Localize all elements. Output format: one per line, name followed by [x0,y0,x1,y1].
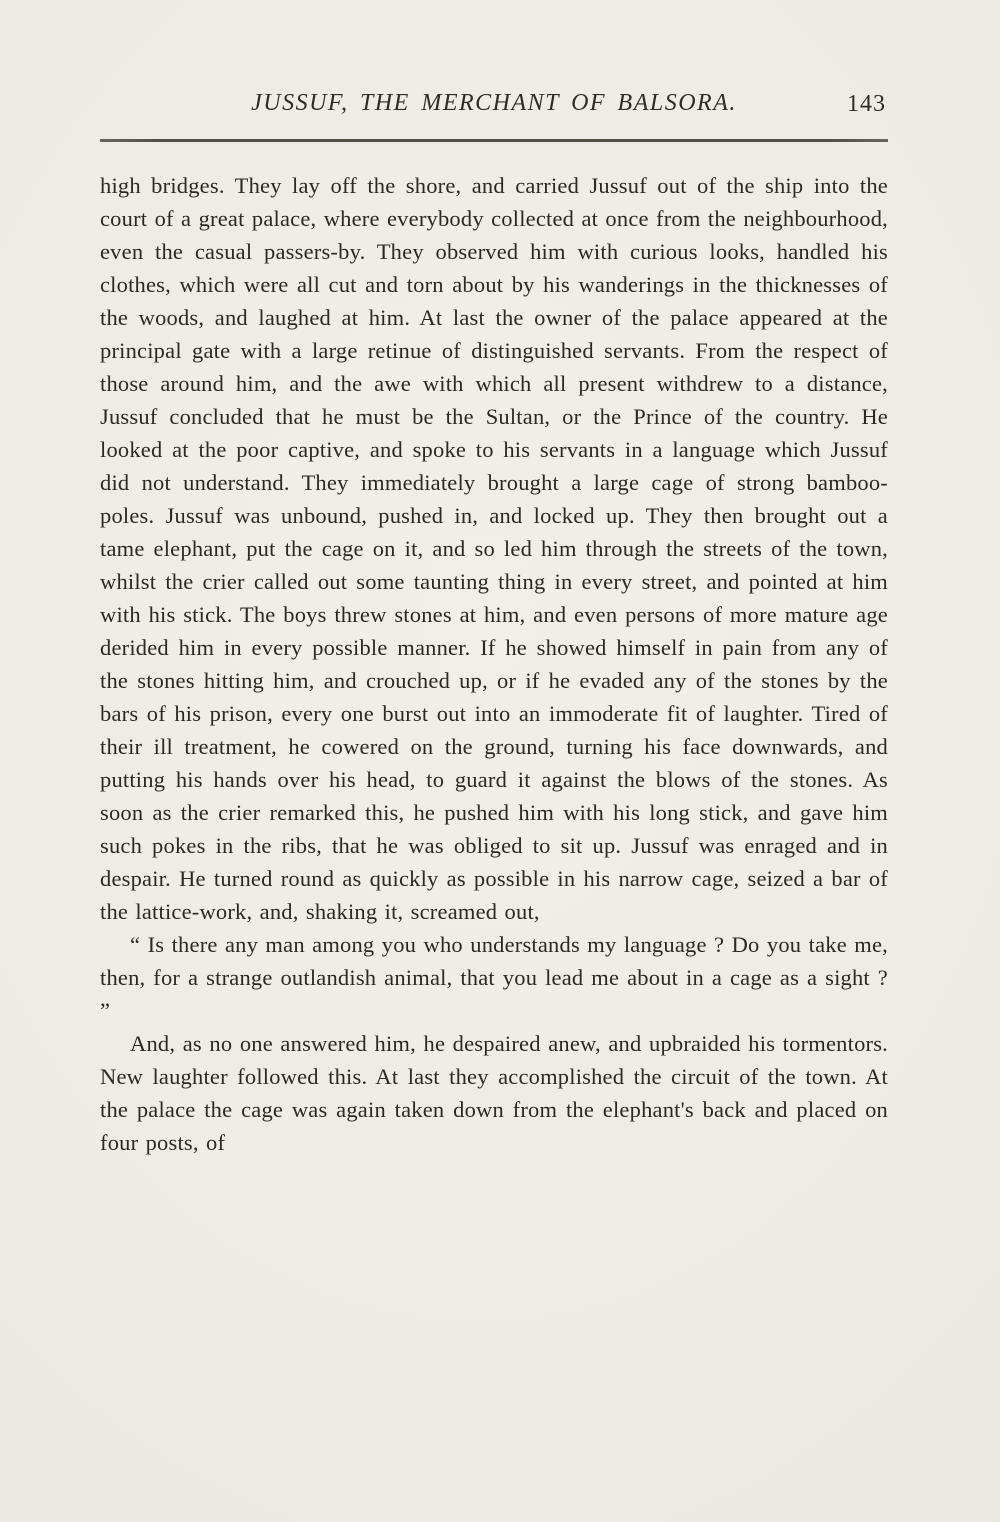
header-rule [100,139,888,142]
running-header [100,90,888,130]
page-number: 143 [847,91,886,117]
paragraph: And, as no one answered him, he despaired anew, and upbraided his tormentors. New laughter followed this. At last they accomplished the circuit of the town. At the palace the cage was again taken down from the elephant's back and placed on four posts, of [100,1031,888,1155]
page-body [100,169,888,1159]
paragraph: high bridges. They lay off the shore, and carried Jussuf out of the ship into the court of a great palace, where everybody collected at once from the neighbourhood, even the casual passers-by. They observed him with curious looks, handled his clothes, which were all cut and torn about by his wanderings in the thicknesses of the woods, and laughed at him. At last the owner of the palace appeared at the principal gate with a large retinue of distinguished servants. From the respect of those around him, and the awe with which all present withdrew to a distance, Jussuf concluded that he must be the Sultan, or the Prince of the country. He looked at the poor captive, and spoke to his servants in a language which Jussuf did not understand. They immediately brought a large cage of strong bamboo-poles. Jussuf was unbound, pushed in, and locked up. They then brought out a tame elephant, put the cage on it, and so led him through the streets of the town, whilst the crier called out some taunting thing in every street, and pointed at him with his stick. The boys threw stones at him, and even persons of more mature age derided him in every possible manner. If he showed himself in pain from any of the stones hitting him, and crouched up, or if he evaded any of the stones by the bars of his prison, every one burst out into an immoderate fit of laughter. Tired of their ill treatment, he cowered on the ground, turning his face downwards, and putting his hands over his head, to guard it against the blows of the stones. As soon as the crier remarked this, he pushed him with his long stick, and gave him such pokes in the ribs, that he was obliged to sit up. Jussuf was enraged and in despair. He turned round as quickly as possible in his narrow cage, seized a bar of the lattice-work, and, shaking it, screamed out, [100,173,888,924]
running-title: JUSSUF, THE MERCHANT OF BALSORA. [251,90,737,116]
paragraph-quote: “ Is there any man among you who understands my language ? Do you take me, then, for a strange outlandish animal, that you lead me about in a cage as a sight ? ” [100,932,888,1023]
